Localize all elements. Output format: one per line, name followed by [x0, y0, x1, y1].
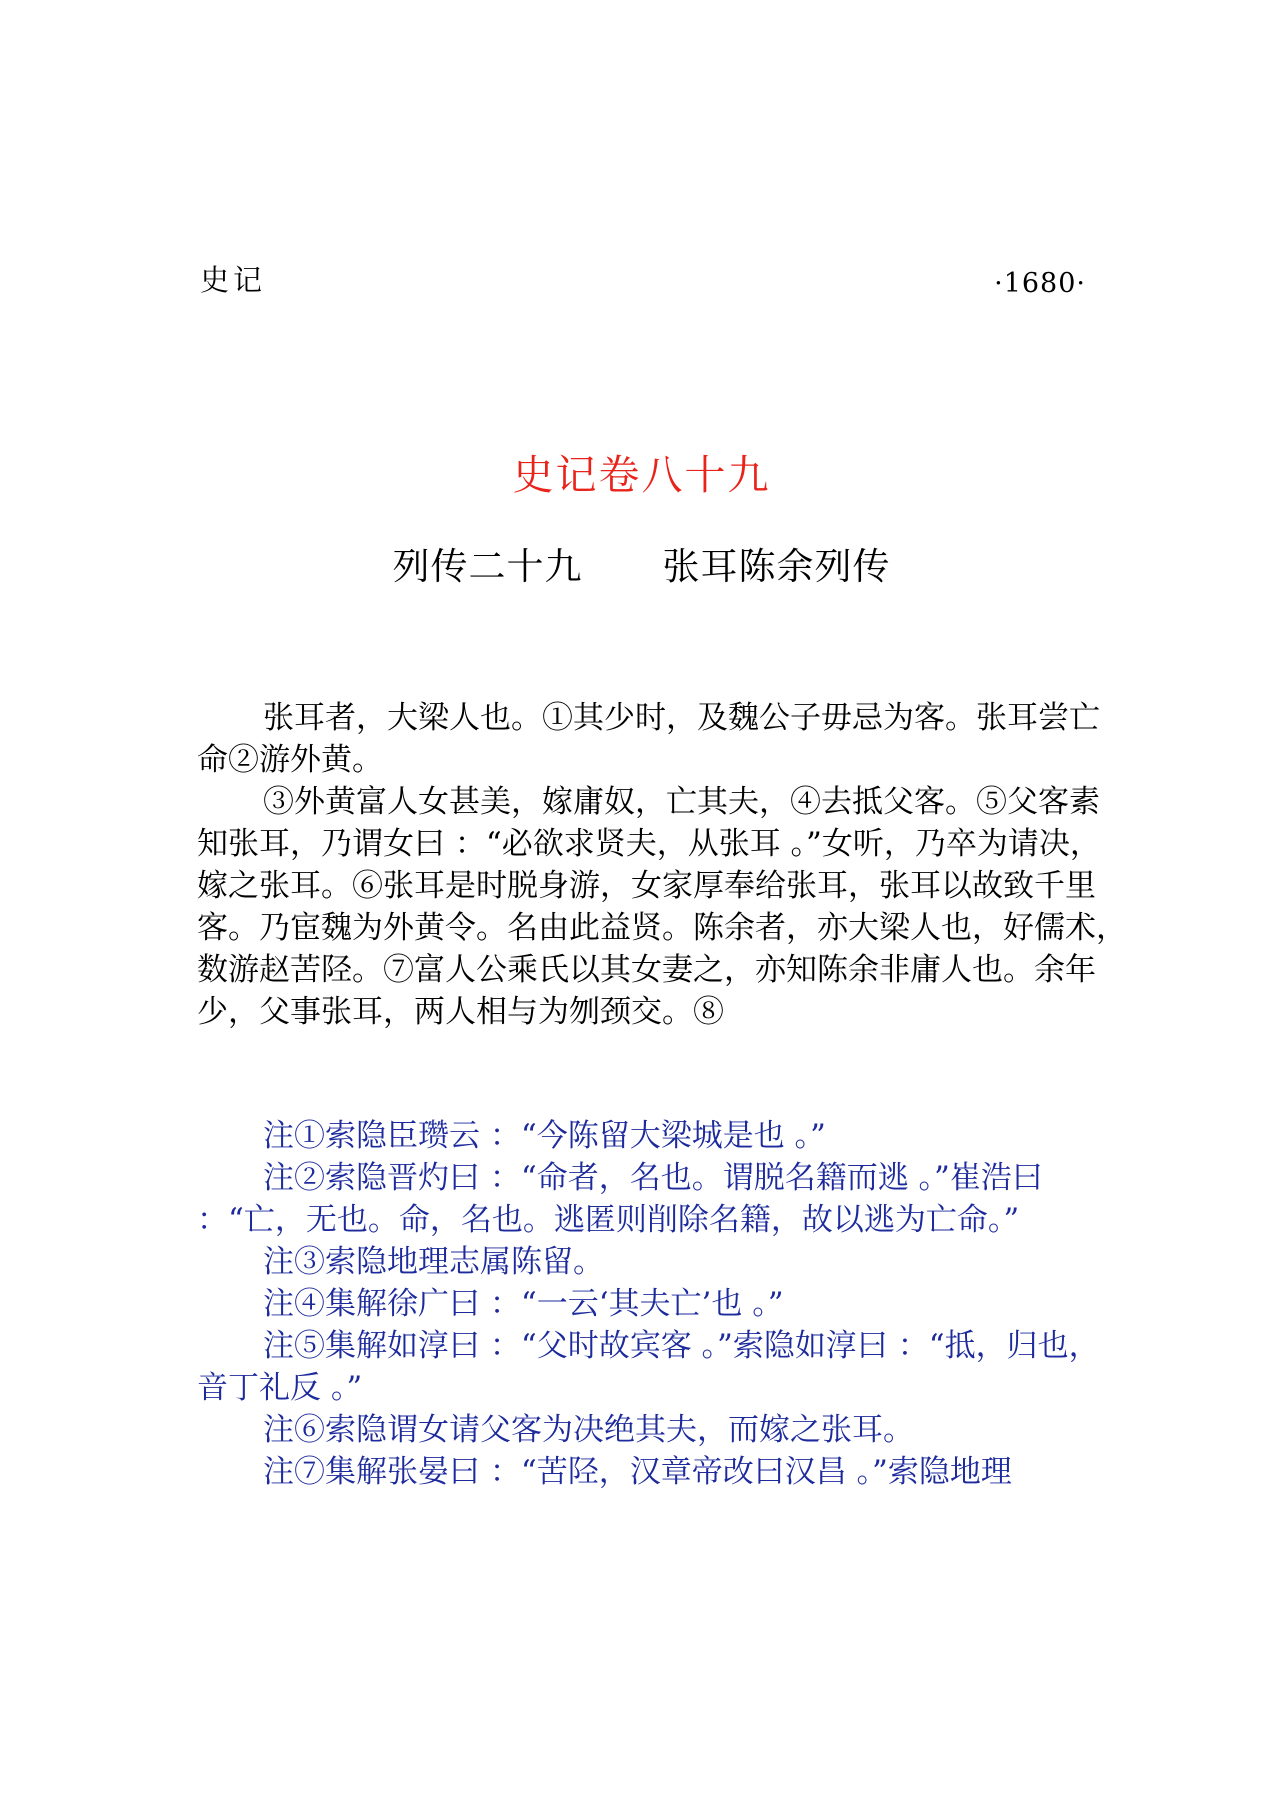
paragraph: ③外黄富人女甚美，嫁庸奴，亡其夫，④去抵父客。⑤父客素知张耳，乃谓女曰 ：“必欲求贤夫，从张耳 。”女听，乃卒为请决，嫁之张耳。⑥张耳是时脱身游，女家厚奉给张耳，张耳以故致千里客。乃宦魏为外黄令。名由此益贤。陈余者，亦大梁人也，好儒术，数游赵苦陉。⑦富人公乘氏以其女妻之，亦知陈余非庸人也。余年少，父事张耳，两人相与为刎颈交。⑧: [197, 784, 1127, 1030]
annotation-note: 注④集解徐广曰 ：“一云‘其夫亡’也 。”: [263, 1286, 784, 1322]
book-title-header: 史记: [200, 263, 267, 297]
main-text: [197, 697, 1127, 1033]
chapter-title: [0, 545, 1283, 588]
chapter-name: 张耳陈余列传: [662, 545, 891, 588]
annotation-note: 注①索隐臣瓒云 ：“今陈留大梁城是也 。”: [263, 1118, 826, 1154]
paragraph: 张耳者，大梁人也。①其少时，及魏公子毋忌为客。张耳尝亡命②游外黄。: [197, 700, 1100, 778]
annotation-note: 注⑤集解如淳曰 ：“父时故宾客 。”索隐如淳曰 ：“抵，归也，音丁礼反 。”: [197, 1328, 1100, 1406]
annotation-note: 注⑥索隐谓女请父客为决绝其夫，而嫁之张耳。: [263, 1412, 914, 1448]
volume-title: 史记卷八十九: [512, 451, 771, 499]
chapter-number: 列传二十九: [392, 545, 583, 588]
page-number: ·1680·: [994, 268, 1086, 299]
annotation-note: 注③索隐地理志属陈留。: [263, 1244, 604, 1280]
annotations: [197, 1115, 1127, 1493]
annotation-note: 注②索隐晋灼曰 ：“命者，名也。谓脱名籍而逃 。”崔浩曰 ：“亡，无也。命，名也。逃匿则削除名籍，故以逃为亡命。”: [197, 1160, 1043, 1238]
annotation-note: 注⑦集解张晏曰 ：“苦陉，汉章帝改曰汉昌 。”索隐地理: [263, 1454, 1012, 1490]
